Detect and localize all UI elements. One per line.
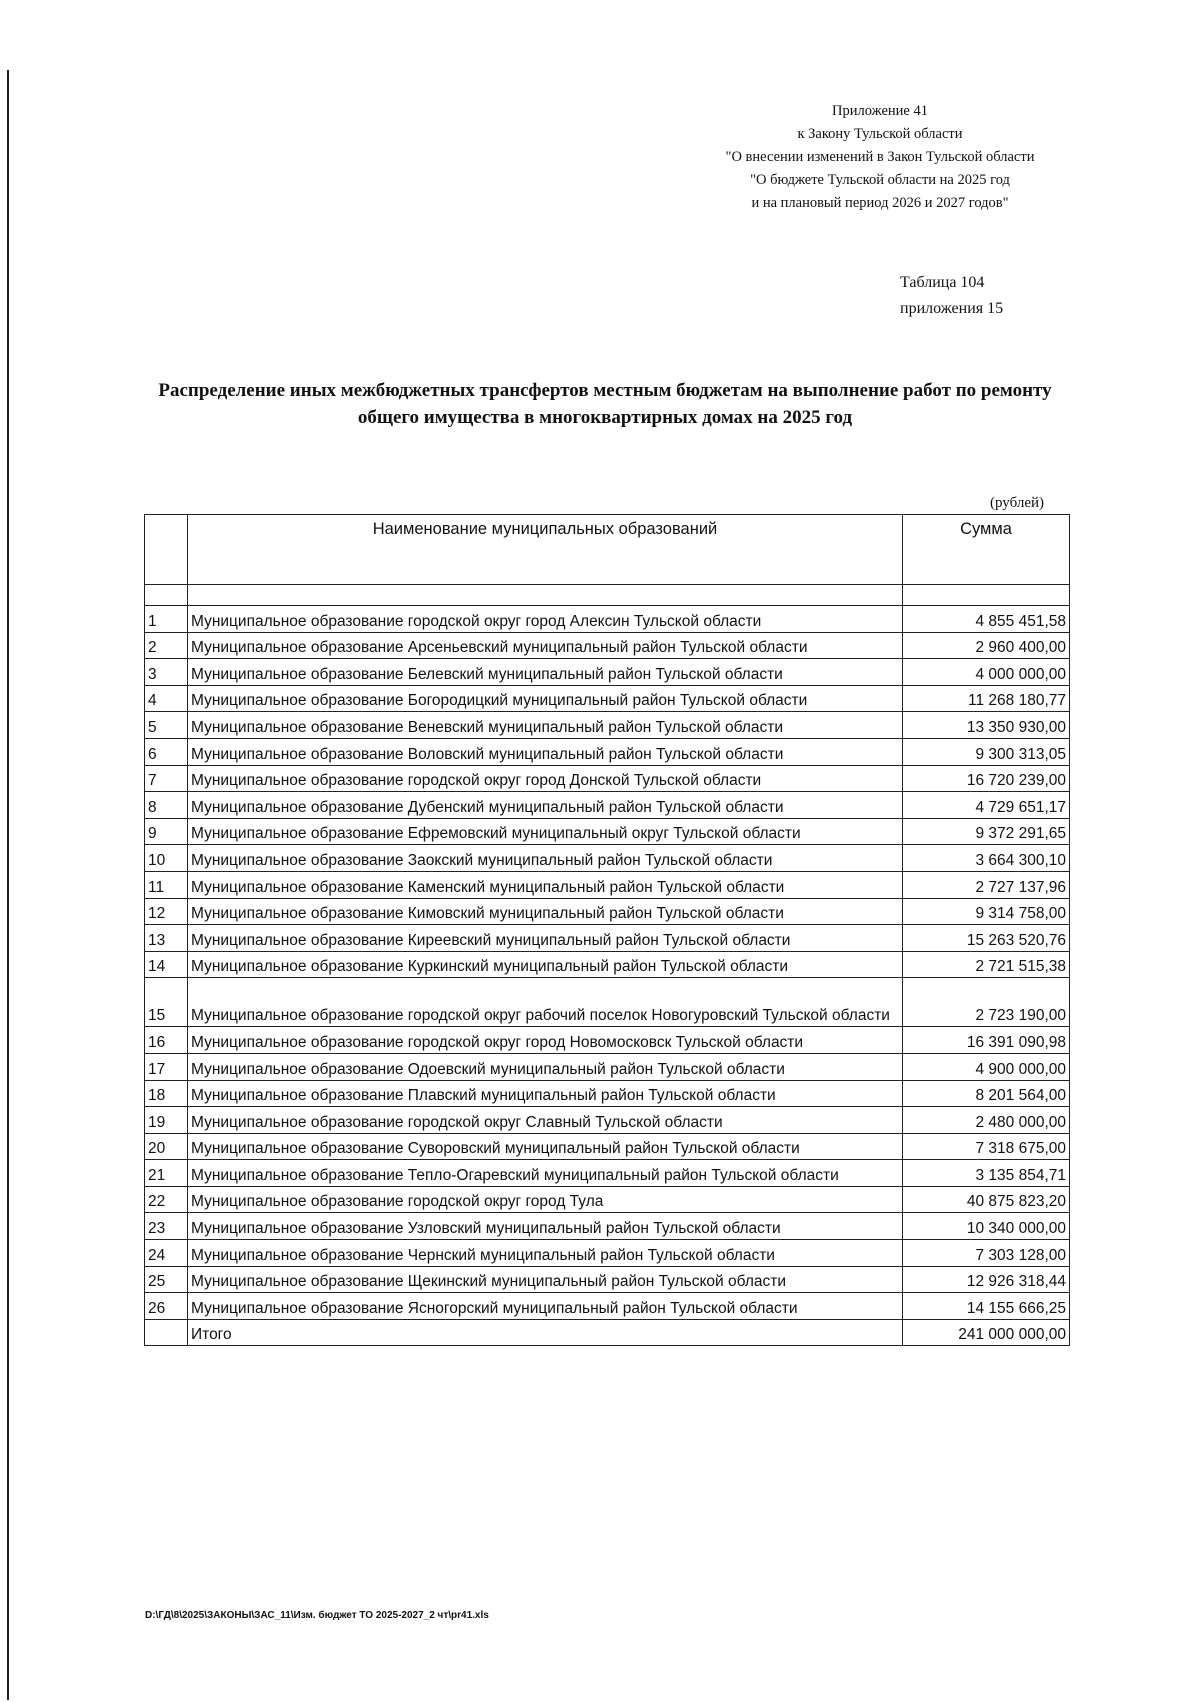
amount: 40 875 823,20 (903, 1186, 1070, 1213)
table-row (145, 1080, 1070, 1107)
municipality-name: Муниципальное образование Щекинский муниципальный район Тульской области (188, 1266, 903, 1293)
amount: 9 314 758,00 (903, 898, 1070, 925)
municipality-name: Муниципальное образование Тепло-Огаревский муниципальный район Тульской области (188, 1160, 903, 1187)
municipality-name: Муниципальное образование Богородицкий муниципальный район Тульской области (188, 685, 903, 712)
row-number: 17 (145, 1053, 188, 1080)
row-number: 6 (145, 738, 188, 765)
municipality-name: Муниципальное образование Воловский муниципальный район Тульской области (188, 738, 903, 765)
amount: 15 263 520,76 (903, 925, 1070, 952)
municipality-name: Муниципальное образование Узловский муниципальный район Тульской области (188, 1213, 903, 1240)
amount: 8 201 564,00 (903, 1080, 1070, 1107)
row-number: 1 (145, 606, 188, 633)
municipality-name: Муниципальное образование Кимовский муниципальный район Тульской области (188, 898, 903, 925)
total-amount: 241 000 000,00 (903, 1319, 1070, 1346)
row-number: 10 (145, 845, 188, 872)
amount: 16 720 239,00 (903, 765, 1070, 792)
table-row (145, 1160, 1070, 1187)
header-sum: Сумма (903, 515, 1070, 585)
table-reference (900, 270, 1040, 322)
table-row (145, 659, 1070, 686)
table-row (145, 1240, 1070, 1267)
table-body (145, 585, 1070, 1346)
amount: 4 000 000,00 (903, 659, 1070, 686)
amount: 4 900 000,00 (903, 1053, 1070, 1080)
municipality-name: Муниципальное образование Одоевский муниципальный район Тульской области (188, 1053, 903, 1080)
row-number: 3 (145, 659, 188, 686)
header-line: и на плановый период 2026 и 2027 годов" (751, 195, 1009, 211)
header-line: Приложение 41 (832, 103, 928, 119)
row-number: 11 (145, 871, 188, 898)
municipality-name: Муниципальное образование городской округ город Алексин Тульской области (188, 606, 903, 633)
row-number: 8 (145, 792, 188, 819)
header-number-cell (145, 515, 188, 585)
amount: 11 268 180,77 (903, 685, 1070, 712)
municipality-name: Муниципальное образование городской округ Славный Тульской области (188, 1107, 903, 1134)
units-label: (рублей) (990, 495, 1045, 511)
table-header-row (145, 515, 1070, 585)
row-number: 16 (145, 1027, 188, 1054)
row-number: 22 (145, 1186, 188, 1213)
table-row (145, 1027, 1070, 1054)
municipality-name: Муниципальное образование Заокский муниципальный район Тульской области (188, 845, 903, 872)
row-number: 26 (145, 1293, 188, 1320)
table-row (145, 898, 1070, 925)
municipality-name: Муниципальное образование Арсеньевский муниципальный район Тульской области (188, 632, 903, 659)
table-row (145, 1266, 1070, 1293)
amount: 16 391 090,98 (903, 1027, 1070, 1054)
table-row (145, 1107, 1070, 1134)
amount: 9 300 313,05 (903, 738, 1070, 765)
amount: 3 664 300,10 (903, 845, 1070, 872)
municipality-name: Муниципальное образование Ефремовский муниципальный округ Тульской области (188, 818, 903, 845)
table-row (145, 738, 1070, 765)
table-row (145, 606, 1070, 633)
row-number: 12 (145, 898, 188, 925)
table-row (145, 1213, 1070, 1240)
municipality-name: Муниципальное образование городской округ город Тула (188, 1186, 903, 1213)
table-row (145, 765, 1070, 792)
row-number: 4 (145, 685, 188, 712)
table-row (145, 1293, 1070, 1320)
page-edge-line (7, 70, 9, 1700)
total-row (145, 1319, 1070, 1346)
municipality-name: Муниципальное образование Суворовский муниципальный район Тульской области (188, 1133, 903, 1160)
amount: 2 723 190,00 (903, 978, 1070, 1027)
table-row (145, 925, 1070, 952)
table-row (145, 871, 1070, 898)
amount: 4 855 451,58 (903, 606, 1070, 633)
municipality-name: Муниципальное образование Плавский муниципальный район Тульской области (188, 1080, 903, 1107)
total-label: Итого (188, 1319, 903, 1346)
amount: 2 721 515,38 (903, 951, 1070, 978)
table-row (145, 1133, 1070, 1160)
row-number: 25 (145, 1266, 188, 1293)
municipality-name: Муниципальное образование Белевский муниципальный район Тульской области (188, 659, 903, 686)
header-line: "О внесении изменений в Закон Тульской области (725, 149, 1035, 165)
municipality-name: Муниципальное образование городской округ рабочий поселок Новогуровский Тульской области (188, 978, 903, 1027)
appendix-number: приложения 15 (900, 300, 1004, 317)
transfers-table (144, 514, 1070, 1346)
file-path-footer: D:\ГД\8\2025\ЗАКОНЫ\ЗАС_11\Изм. бюджет ТО 2025-2027_2 чт\pr41.xls (145, 1610, 489, 1621)
total-number-cell (145, 1319, 188, 1346)
table-row (145, 685, 1070, 712)
table-row (145, 1053, 1070, 1080)
header-line: "О бюджете Тульской области на 2025 год (750, 172, 1010, 188)
municipality-name: Муниципальное образование городской округ город Донской Тульской области (188, 765, 903, 792)
row-number: 19 (145, 1107, 188, 1134)
amount: 10 340 000,00 (903, 1213, 1070, 1240)
document-title: Распределение иных межбюджетных трансфертов местным бюджетам на выполнение работ по ремонту общего имущества в многоквартирных домах на 2025 год (158, 380, 1052, 428)
table-row (145, 978, 1070, 1027)
row-number: 21 (145, 1160, 188, 1187)
header-line: к Закону Тульской области (797, 126, 963, 142)
municipality-name: Муниципальное образование Киреевский муниципальный район Тульской области (188, 925, 903, 952)
amount: 12 926 318,44 (903, 1266, 1070, 1293)
row-number: 14 (145, 951, 188, 978)
amount: 2 480 000,00 (903, 1107, 1070, 1134)
row-number: 20 (145, 1133, 188, 1160)
table-row (145, 1186, 1070, 1213)
row-number: 5 (145, 712, 188, 739)
spacer-row (145, 585, 1070, 606)
amount: 3 135 854,71 (903, 1160, 1070, 1187)
table-row (145, 818, 1070, 845)
table-row (145, 845, 1070, 872)
table-row (145, 792, 1070, 819)
municipality-name: Муниципальное образование Чернский муниципальный район Тульской области (188, 1240, 903, 1267)
municipality-name: Муниципальное образование Веневский муниципальный район Тульской области (188, 712, 903, 739)
row-number: 7 (145, 765, 188, 792)
appendix-header (700, 100, 1060, 215)
row-number: 9 (145, 818, 188, 845)
amount: 13 350 930,00 (903, 712, 1070, 739)
amount: 2 727 137,96 (903, 871, 1070, 898)
row-number: 2 (145, 632, 188, 659)
table-number: Таблица 104 (900, 274, 985, 291)
row-number: 13 (145, 925, 188, 952)
municipality-name: Муниципальное образование Дубенский муниципальный район Тульской области (188, 792, 903, 819)
header-name: Наименование муниципальных образований (188, 515, 903, 585)
amount: 7 318 675,00 (903, 1133, 1070, 1160)
row-number: 15 (145, 978, 188, 1027)
municipality-name: Муниципальное образование Каменский муниципальный район Тульской области (188, 871, 903, 898)
amount: 2 960 400,00 (903, 632, 1070, 659)
table-row (145, 632, 1070, 659)
row-number: 24 (145, 1240, 188, 1267)
table-row (145, 951, 1070, 978)
row-number: 18 (145, 1080, 188, 1107)
row-number: 23 (145, 1213, 188, 1240)
table-row (145, 712, 1070, 739)
amount: 14 155 666,25 (903, 1293, 1070, 1320)
amount: 4 729 651,17 (903, 792, 1070, 819)
municipality-name: Муниципальное образование городской округ город Новомосковск Тульской области (188, 1027, 903, 1054)
municipality-name: Муниципальное образование Ясногорский муниципальный район Тульской области (188, 1293, 903, 1320)
amount: 7 303 128,00 (903, 1240, 1070, 1267)
municipality-name: Муниципальное образование Куркинский муниципальный район Тульской области (188, 951, 903, 978)
amount: 9 372 291,65 (903, 818, 1070, 845)
